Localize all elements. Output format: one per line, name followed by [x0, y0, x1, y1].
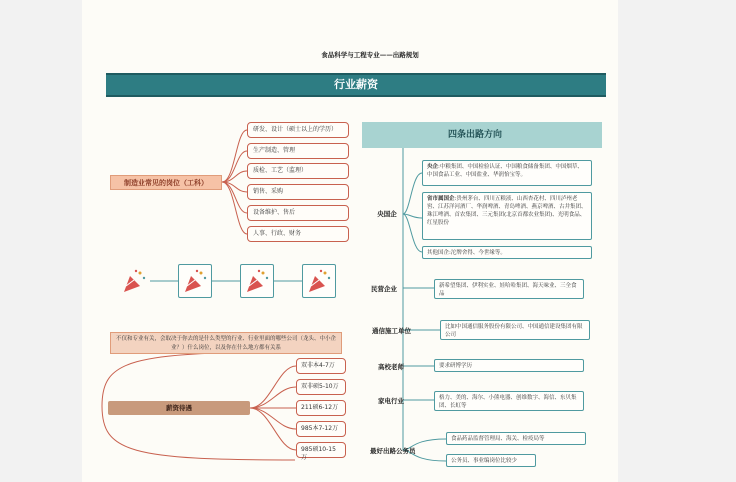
page-title: 食品科学与工程专业——出路规划: [321, 51, 419, 59]
left-map-item: 研发、设计（硕士以上的学历）: [247, 122, 349, 138]
salary-item: 双非本4-7万: [296, 358, 346, 374]
left-map-item: 质检、工艺（监理）: [247, 163, 349, 179]
category-label: 通信施工单位: [372, 327, 411, 335]
appliance-box: 格力、美的、海尔、小熊电器、创维数字、海信、东贝集团、长虹等: [434, 391, 584, 411]
civil-service-box: 公务员、事业编岗位比较少: [446, 454, 536, 467]
right-map-header: 四条出路方向: [447, 130, 502, 140]
soe-central-box: [422, 160, 592, 186]
party-popper-icon: [178, 264, 212, 298]
left-map-item: 生产制造、管理: [247, 143, 349, 159]
group-heading: 央企: [427, 164, 439, 170]
group-heading: 省市属国企: [427, 196, 455, 202]
party-popper-icon: [118, 266, 150, 296]
soe-other-box: 其他国企:沱牌舍得、今世缘等。: [422, 246, 592, 259]
group-text: :中粮集团、中国检验认证、中国粮食储备集团、中国烟草、中国食品工业、中国盐业、华润怡宝等。: [427, 164, 583, 178]
category-label: 最好出路公务员: [370, 447, 416, 455]
telecom-box: 比如中国通信服务股份有限公司、中国通信建设集团有限公司: [440, 320, 590, 340]
salary-item: 双非硕5-10万: [296, 379, 346, 395]
category-label: 民营企业: [371, 285, 397, 293]
private-enterprise-box: 新希望集团、伊利实业、娃哈哈集团、海天味业、三全食品: [434, 279, 584, 299]
left-map-item: 设备维护、售后: [247, 205, 349, 221]
banner-title: 行业薪资: [334, 78, 378, 91]
salary-item: 985本7-12万: [296, 421, 346, 437]
left-map-item: 销售、采购: [247, 184, 349, 200]
category-label: 高校老师: [378, 363, 404, 371]
salary-note: 不仅和专业有关，会取决于你去的是什么类型的行业、行业里面的哪些公司（龙头、中小企业？）什么岗位，以及你在什么地方都有关系: [110, 332, 342, 354]
salary-center: 薪资待遇: [108, 401, 250, 415]
soe-provincial-box: [422, 192, 592, 240]
left-map-center: 制造业常见的岗位（工科）: [110, 175, 222, 190]
salary-item: 211硕6-12万: [296, 400, 346, 416]
category-label: 家电行业: [378, 397, 404, 405]
party-popper-icon: [240, 264, 274, 298]
civil-service-box: 食品药品监督管理局、海关、检疫局等: [446, 432, 586, 445]
university-box: 要求研博学历: [434, 359, 584, 372]
salary-item: 985硕10-15万: [296, 442, 346, 458]
category-label: 央国企: [377, 210, 397, 218]
group-text: :贵州茅台、四川五粮液、山西杏花村、四川泸州老窖、江苏洋河酒厂、华润啤酒、青岛啤酒、燕京啤酒、古井集团、珠江啤酒、首农集团、三元集团(北京首都农业集团)、光明食品、红星股份: [427, 196, 587, 226]
left-map-item: 人事、行政、财务: [247, 226, 349, 242]
party-popper-icon: [302, 264, 336, 298]
